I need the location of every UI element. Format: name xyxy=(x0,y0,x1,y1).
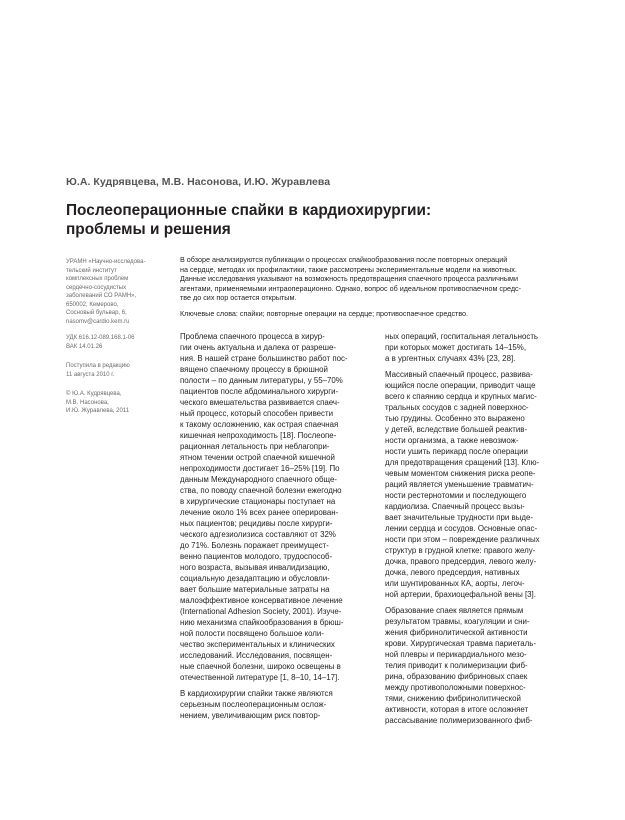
body-line: Массивный спаечный процесс, развива- xyxy=(385,370,533,379)
title-line: проблемы и решения xyxy=(66,221,231,238)
udc-code: УДК 616.12-089.168.1-06 xyxy=(66,335,135,341)
body-line: ности организма, а также невозмож- xyxy=(385,436,519,445)
article-title xyxy=(66,201,586,239)
body-line: а в ургентных случаях 43% [23, 28]. xyxy=(385,354,516,363)
body-line: ных пациентов; рецидивы после хирурги- xyxy=(180,519,333,528)
body-line: ности рестернотомии и последующего xyxy=(385,491,527,500)
body-line: ности при этом – повреждение различных xyxy=(385,535,540,544)
body-line: тральных сосудов с задней поверхнос- xyxy=(385,403,529,412)
body-line: чевым моментом снижения риска реопе- xyxy=(385,469,536,478)
keywords: Ключевые слова: спайки; повторные операции на сердце; противоспаечное средство. xyxy=(180,309,469,318)
abstract-line: на сердце, методах их профилактики, также рассмотрены экспериментальные модели на животных. xyxy=(180,264,517,274)
body-line: лении сердца и сосудов. Основные опас- xyxy=(385,524,538,533)
body-line: жения фибринолитической активности xyxy=(385,628,528,637)
body-line: пациентов после абдоминального хирурги- xyxy=(180,387,339,396)
body-line: кишечная непроходимость [18]. Послеопе- xyxy=(180,431,337,440)
affiliation-line: комплексных проблем xyxy=(66,276,129,282)
body-line: ческого вмешательства развивается спаеч- xyxy=(180,398,340,407)
copyright-block xyxy=(66,390,172,416)
body-line: вящено спаечному процессу в брюшной xyxy=(180,365,328,374)
body-line: ности ушить перикард после операции xyxy=(385,447,528,456)
body-line: ной полости посвящено большое коли- xyxy=(180,629,324,638)
body-line: ства, по поводу спаечной болезни ежегодно xyxy=(180,486,342,495)
body-line: рассасывание полимеризованного фиб- xyxy=(385,716,533,725)
body-line: малоэффективное консервативное лечение xyxy=(180,596,343,605)
body-paragraph xyxy=(180,688,370,721)
copyright-line: И.Ю. Журавлева, 2011 xyxy=(66,408,130,414)
body-line: ные спаечной болезни, широко освещены в xyxy=(180,662,341,671)
body-line: дочка, правого предсердия, левого желу- xyxy=(385,557,537,566)
body-line: Образование спаек является прямым xyxy=(385,606,524,615)
abstract-line: агентами, применяемыми интраоперационно. Однако, вопрос об идеальном противоспаечном средс- xyxy=(180,283,522,293)
affiliation-line: Сосновый бульвар, 6, xyxy=(66,310,127,316)
body-line: венно пациентов молодого, трудоспособ- xyxy=(180,552,333,561)
body-line: ной плевры и перикардиального мезо- xyxy=(385,650,527,659)
received-block xyxy=(66,362,172,379)
body-line: к такому осложнению, как острая спаечная xyxy=(180,420,339,429)
body-line: до 71%. Болезнь поражает преимущест- xyxy=(180,541,329,550)
body-line: отечественной литературе [1, 8–10, 14–17]. xyxy=(180,673,340,682)
body-line: Проблема спаечного процесса в хирур- xyxy=(180,332,325,341)
body-line: телия приводит к полимеризации фиб- xyxy=(385,661,528,670)
body-line: гии очень актуальна и далека от разреше- xyxy=(180,343,337,352)
body-line: структур в грудной клетке: правого желу- xyxy=(385,546,536,555)
body-line: у детей, вследствие большей реактив- xyxy=(385,425,528,434)
body-line: непроходимости достигает 16–25% [19]. По xyxy=(180,464,340,473)
body-line: исследований. Исследования, посвящен- xyxy=(180,651,333,660)
affiliation-line: тельский институт xyxy=(66,267,117,274)
body-line: всего к спаянию сердца и крупных магис- xyxy=(385,392,537,401)
copyright-line: © Ю.А. Кудрявцева, xyxy=(66,391,122,397)
abstract-line: Данные исследования указывают на возможность предотвращения спаечного процесса различными xyxy=(180,274,518,284)
body-line: полости – по данным литературы, у 55–70% xyxy=(180,376,343,385)
body-paragraph xyxy=(180,331,370,683)
vak-code: ВАК 14.01.26 xyxy=(66,343,103,350)
affiliation-line: сердечно-сосудистых xyxy=(66,284,127,291)
body-line: ный процесс, который способен привести xyxy=(180,409,334,418)
body-line: рационная летальность при неблагопри- xyxy=(180,442,330,451)
copyright-line: М.В. Насонова, xyxy=(66,399,109,406)
body-line: тью грудины. Особенно это выражено xyxy=(385,414,525,423)
body-line: данным Международного спаечного обще- xyxy=(180,475,337,484)
body-line: ной артерии, брахиоцефальной вены [3]. xyxy=(385,590,536,599)
body-line: нию механизма спайкообразования в брюш- xyxy=(180,618,344,627)
body-line: рина, образованию фибриновых спаек xyxy=(385,672,528,681)
affiliation-line: заболеваний СО РАМН», xyxy=(66,293,137,299)
body-line: или шунтированных КА, аорты, легоч- xyxy=(385,579,525,588)
body-line: чество экспериментальных и клинических xyxy=(180,640,335,649)
body-line: серьезным послеоперационным ослож- xyxy=(180,700,327,709)
body-line: дочка, левого предсердия, нативных xyxy=(385,568,520,577)
body-line: для предотвращения сращений [13]. Клю- xyxy=(385,458,540,467)
body-line: социальную дезадаптацию и обусловли- xyxy=(180,574,330,583)
body-line: (International Adhesion Society, 2001). Изуче- xyxy=(180,607,342,616)
body-line: ных операций, госпитальная летальность xyxy=(385,332,539,341)
body-line: вает большие материальные затраты на xyxy=(180,585,330,594)
body-line: ния. В нашей стране большинство работ пос- xyxy=(180,354,348,363)
body-line: кардиолиза. Спаечный процесс вызы- xyxy=(385,502,525,511)
body-line: ющийся после операции, приводит чаще xyxy=(385,381,536,390)
body-line: лечение около 1% всех ранее оперирован- xyxy=(180,508,339,517)
title-line: Послеоперационные спайки в кардиохирургии: xyxy=(66,202,432,219)
body-line: ного возраста, вызывая инвалидизацию, xyxy=(180,563,330,572)
body-column-right xyxy=(385,331,575,726)
body-paragraph xyxy=(385,369,575,600)
body-line: В кардиохирургии спайки также являются xyxy=(180,689,333,698)
abstract xyxy=(180,255,575,303)
body-line: между противоположными поверхнос- xyxy=(385,683,526,692)
affiliation-email: nasomv@cardio.kem.ru xyxy=(66,318,130,325)
body-line: ятном течении острой спаечной кишечной xyxy=(180,453,335,462)
body-paragraph xyxy=(385,331,575,364)
body-paragraph xyxy=(385,605,575,726)
body-line: вает значительные трудности при выде- xyxy=(385,513,533,522)
body-line: тями, снижению фибринолитической xyxy=(385,694,521,703)
body-line: крови. Хирургическая травма париеталь- xyxy=(385,639,536,648)
body-column-left xyxy=(180,331,370,721)
received-line: Поступила в редакцию xyxy=(66,363,130,369)
affiliation-block xyxy=(66,258,172,326)
article-authors: Ю.А. Кудрявцева, М.В. Насонова, И.Ю. Журавлева xyxy=(66,176,331,188)
body-line: раций является уменьшение травматич- xyxy=(385,480,534,489)
abstract-line: тве до сих пор остается открытым. xyxy=(180,293,297,303)
body-line: активности, которая в итоге осложняет xyxy=(385,705,529,714)
body-line: нением, увеличивающим риск повтор- xyxy=(180,711,321,720)
body-line: результатом травмы, коагуляции и сни- xyxy=(385,617,530,626)
affiliation-line: УРАМН «Научно-исследова- xyxy=(66,259,146,265)
received-date: 11 августа 2010 г. xyxy=(66,371,115,378)
body-line: при которых может достигать 14–15%, xyxy=(385,343,527,352)
body-line: ческого адгезиолизиса составляют от 32% xyxy=(180,530,336,539)
affiliation-line: 650002, Кемерово, xyxy=(66,301,119,308)
classification-block xyxy=(66,334,172,351)
abstract-line: В обзоре анализируются публикации о процессах спайкообразования после повторных операций xyxy=(180,255,508,264)
body-line: в хирургические стационары поступает на xyxy=(180,497,336,506)
